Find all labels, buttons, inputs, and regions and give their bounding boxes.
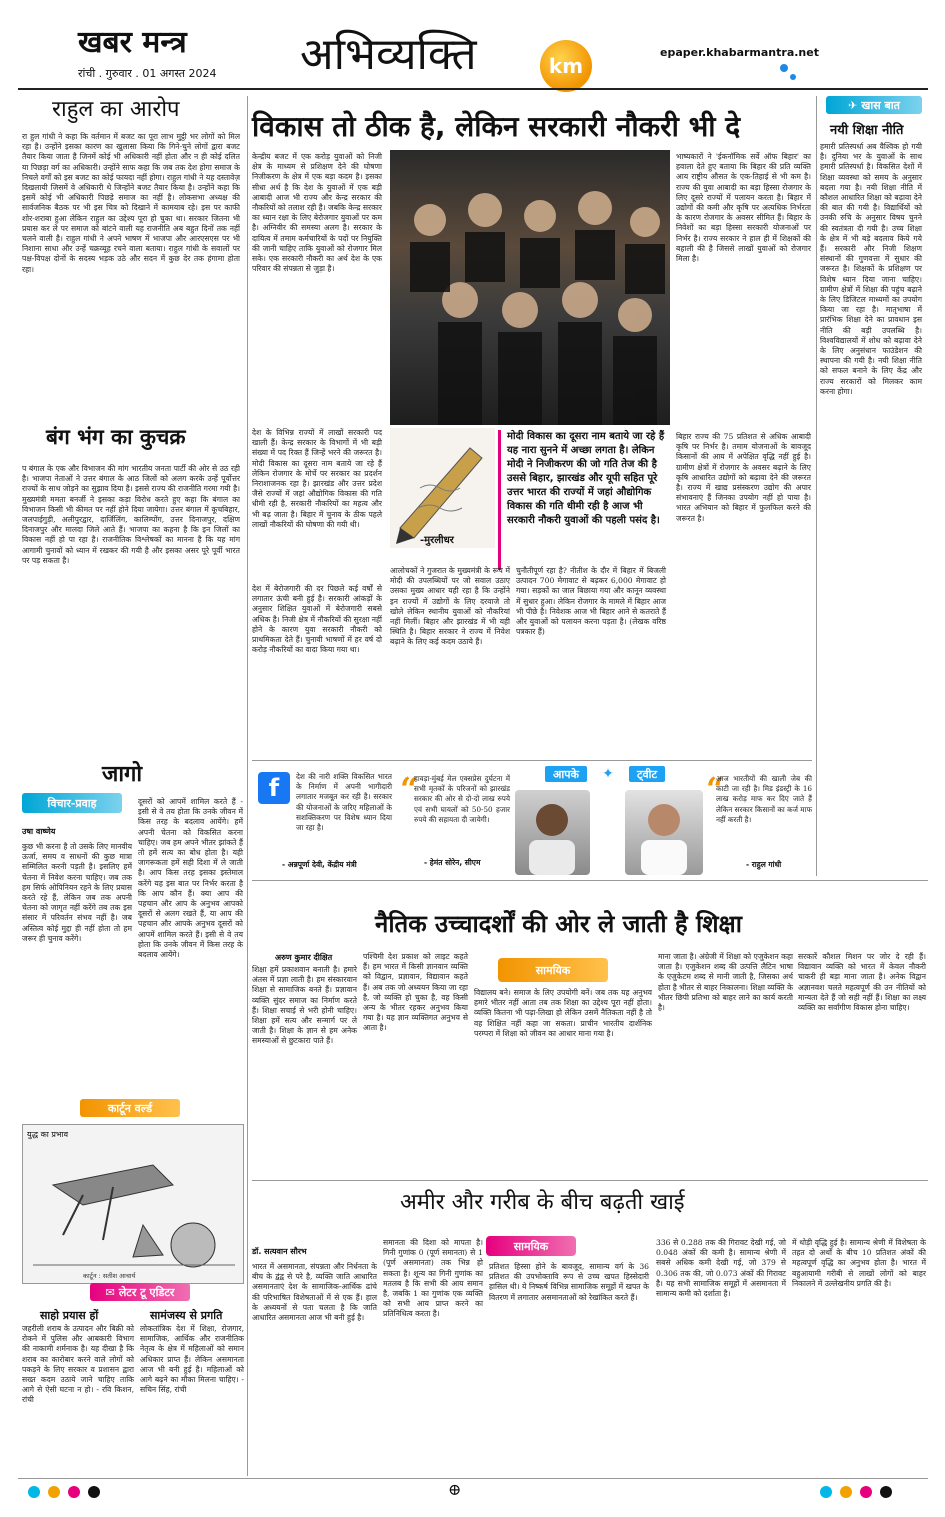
- samayik-tag-bottom: [486, 1236, 576, 1256]
- students-photo: [390, 150, 670, 425]
- article-rahul-body: रा हुल गांधी ने कहा कि वर्तमान में बजट का पूरा लाभ मुट्ठी भर लोगों को मिल रहा है। उन्होंने इसका कारण का खुलासा किया कि गिने-चुने लोगों द्वारा बजट तैयार किया जाता है जिनमें कोई भी अधिकारी नहीं होता और न ही कोई दलित या पिछड़ा वर्ग का अधिकारी। उन्होंने साफ कहा कि जब तक देश होगा समाज के निचले वर्गों को इस बजट का कोई फायदा नहीं होगा। राहुल गांधी ने यह दस्तावेज़ दिखलायी जिसमें वे अधिकारी थे जिन्होंने बजट तैयार किया है। उन्होंने कहा कि इसमें कोई भी अधिकारी पिछड़े समाज का नहीं है। लोकसभा अध्यक्ष की सार्वजनिक बैठक पर भी इस चित्र को दिखाने में कामयाब रहे। इस पर काफी शोर-शराबा हुआ लेकिन राहुल का उद्देश्य पूरा हो चुका था। सरकार जितना भी प्रयास कर ले पर समाज को बांटने वाली यह राजनीति अब बहुत दिनों तक नहीं चलने वाली है। राहुल गांधी ने अपने भाषण में भाजपा और आरएसएस पर भी निशाना साधा और उन्हें चक्रव्यूह रचने वाला बताया। राहुल गांधी के सवालों पर पक्ष-विपक्ष दोनों के सदस्य भड़क उठे और सदन में कुछ देर तक हंगामा होता रहा।: [22, 132, 243, 274]
- right-article-body: हमारी प्रतिस्पर्धा अब वैश्विक हो गयी है। दुनिया भर के युवाओं के साथ हमारी प्रतिस्पर्धा है। विकसित देशों में शिक्षा व्यवस्था को समय के अनुसार बदला गया है। नयी शिक्षा नीति में कौशल आधारित शिक्षा को बढ़ावा देने की बात की गयी है। विद्यार्थियों को उनकी रुचि के अनुसार विषय चुनने की स्वतंत्रता दी गयी है। उच्च शिक्षा के क्षेत्र में भी बड़े बदलाव किये गये हैं। सरकारी और निजी शिक्षण संस्थानों की गुणवत्ता में सुधार की जरूरत है। शिक्षकों के प्रशिक्षण पर विशेष ध्यान दिया जाना चाहिए। ग्रामीण क्षेत्रों में शिक्षा की पहुंच बढ़ाने के लिए डिजिटल माध्यमों का उपयोग किया जा रहा है। मातृभाषा में प्रारंभिक शिक्षा देने का प्रावधान इस नीति की बड़ी उपलब्धि है। विश्वविद्यालयों में शोध को बढ़ावा देने के लिए अनुसंधान फाउंडेशन की स्थापना की गयी है। नयी शिक्षा नीति को सफल बनाने के लिए केंद्र और राज्य सरकारों को मिलकर काम करना होगा।: [820, 142, 925, 396]
- bottom-divider-top: [252, 1180, 928, 1181]
- section-title: अभिव्यक्ति: [300, 29, 477, 80]
- cartoon-world-tag: [80, 1099, 180, 1117]
- article-vikas-body-g: बिहार राज्य की 75 प्रतिशत से अधिक आबादी कृषि पर निर्भर है। तमाम योजनाओं के बावजूद किसानों की आय में अपेक्षित वृद्धि नहीं हुई है। ग्रामीण क्षेत्रों में रोजगार के अवसर बढ़ाने के लिए कृषि आधारित उद्योगों को बढ़ावा देने की जरूरत है। राज्य में खाद्य प्रसंस्करण उद्योग की अपार संभावनाएं हैं जिनका उपयोग नहीं हो पाया है। भारत अभियान को बिहार में फुलफिल करने की जरूरत है।: [676, 432, 814, 523]
- quote-mark-icon-2: “: [706, 770, 725, 808]
- facebook-post: [252, 766, 395, 876]
- education-body-c: विद्यालय बने। समाज के लिए उपयोगी बनें। जब तक यह अनुभव हमारे भीतर नहीं आता तब तक शिक्षा का उद्देश्य पूरा नहीं होता। व्यक्ति कितना भी पढ़ा-लिखा हो लेकिन उसमें नैतिकता नहीं है तो वह शिक्षित नहीं कहा जा सकता। प्राचीन भारतीय दार्शनिक परम्परा में शिक्षा को जीवन का आधार माना गया है।: [474, 988, 655, 1038]
- left-column-divider: [247, 96, 248, 1476]
- education-body-b: पश्चिमी देश प्रकाश को लाइट कहते हैं। हम भारत में किसी ज्ञानवान व्यक्ति को विद्वान, प्रज्ञावान, विद्यावान कहते हैं। अब तक जो अध्ययन किया जा रहा है, जो व्यक्ति हो चुका है, वह किसी अन्य के भीतर रहकर अनुभव किया गया है। यह ज्ञान व्यक्तिगत अनुभव से आता है।: [363, 952, 471, 1033]
- footer-dot-cyan: [28, 1486, 40, 1498]
- headline-jago: जागो: [102, 761, 143, 787]
- footer-dots-left: [28, 1484, 228, 1500]
- newspaper-logo[interactable]: खबर मन्त्र: [78, 25, 187, 60]
- headline-bang: बंग भंग का कुचक्र: [46, 424, 186, 449]
- aapke-label: आपके: [545, 766, 587, 782]
- inequality-body-e: में थोड़ी वृद्धि हुई है। सामान्य श्रेणी में विशेषता के तहत दो अर्थों के बीच 10 प्रतिशत अंकों की महत्वपूर्ण वृद्धि का अनुभव होता है। भारत में बहुआयामी गरीबी से लाखों लोगों को बाहर निकालने में उल्लेखनीय प्रगति की है।: [792, 1238, 929, 1288]
- brand-badge-icon: [540, 40, 592, 92]
- person-icon-2: [625, 790, 703, 875]
- envelope-icon: ✉: [105, 1285, 115, 1299]
- cartoon-credit: कार्टून : सतीश आचार्य: [83, 1272, 136, 1280]
- letter-to-editor-tag: [90, 1283, 190, 1301]
- tweet-label: ट्वीट: [629, 766, 665, 782]
- education-body-a: शिक्षा हमें प्रकाशवान बनाती है। हमारे अंतस में प्रज्ञा लाती है। हम संस्कारवान शिक्षा से सामाजिक बनते हैं। प्रज्ञावान व्यक्ति सुंदर समाज का निर्माण करते हैं। शिक्षा सचाई से भरी होनी चाहिए। शिक्षा हमें सत्य और सन्मार्ग पर ले जाती है। शिक्षा के ज्ञान से हम अनेक समस्याओं से छुटकारा पाते हैं।: [252, 965, 360, 1046]
- article-vikas-body-a: केन्द्रीय बजट में एक करोड़ युवाओं को निजी क्षेत्र के माध्यम से प्रशिक्षण देने की घोषणा निजीकरण के क्षेत्र में एक बड़ा कदम है। इसका सीधा अर्थ है कि देश के युवाओं में एक बड़ी आबादी आज भी राज्य और केन्द्र सरकार की नौकरियों को तलाश रही है। जबकि केन्द्र सरकार का ध्यान रक्षा के लिए बेरोजगार युवाओं पर कम है। अग्निवीर की समस्या अलग है। सरकार के दायित्व में तमाम कर्मचारियों के पदों पर नियुक्ति की जानी चाहिए ताकि युवाओं को रोजगार मिल सके। एक सरकारी नौकरी का अर्थ देश के एक परिवार की संपन्नता से जुड़ा है।: [252, 152, 385, 274]
- headline-inequality: अमीर और गरीब के बीच बढ़ती खाई: [400, 1190, 685, 1215]
- samayik-tag-mid: [498, 958, 608, 982]
- article-vikas-body-b: देश के विभिन्न राज्यों में लाखों सरकारी पद खाली हैं। केन्द्र सरकार के विभागों में भी बड़ी संख्या में पद रिक्त हैं जिन्हें भरने की जरूरत है। मोदी विकास का दूसरा नाम बताये जा रहे हैं लेकिन रोजगार के मोर्चे पर सरकार का प्रदर्शन निराशाजनक रहा है। झारखंड और उत्तर प्रदेश जैसे राज्यों में जहां औद्योगिक विकास की गति धीमी रही है, सरकारी नौकरियों का महत्व और भी बढ़ जाता है। बिहार में चुनाव के ठीक पहले लाखों नौकरियों की घोषणा की गयी थी।: [252, 428, 385, 529]
- dateline: रांची . गुरुवार . 01 अगस्त 2024: [78, 67, 217, 80]
- footer-dot-cyan-2: [820, 1486, 832, 1498]
- headline-rahul: राहुल का आरोप: [52, 97, 180, 122]
- article-vikas-body-e: आलोचकों ने गुजरात के मुख्यमंत्री के रूप में मोदी की उपलब्धियों पर जो सवाल उठाए उसका मुख्य आधार यही रहा है कि उन्होंने इन राज्यों में उद्योगों के लिए दरवाजे तो खोले लेकिन स्थानीय युवाओं को नौकरियां नहीं मिलीं। बिहार और झारखंड में भी यही स्थिति है। बिहार सरकार ने राज्य में निवेश बढ़ाने के लिए कई कदम उठाये हैं।: [390, 566, 513, 647]
- pen-icon: [390, 428, 495, 548]
- article-vikas-body-d: देश में बेरोजगारी की दर पिछले कई वर्षों से लगातार ऊंची बनी हुई है। सरकारी आंकड़ों के अनुसार शिक्षित युवाओं में बेरोजगारी सबसे अधिक है। निजी क्षेत्र में नौकरियों की सुरक्षा नहीं होने के कारण युवा सरकारी नौकरी को प्राथमिकता देते हैं। चुनावी भाषणों में हर वर्ष दो करोड़ नौकरियों का वादा किया गया था।: [252, 584, 385, 655]
- tweet-divider-top: [252, 760, 812, 761]
- header-decor-icon-2: [790, 74, 796, 80]
- person-icon: [515, 790, 590, 875]
- masthead: [0, 0, 945, 90]
- samayik-label-mid: सामयिक: [535, 963, 571, 977]
- footer-dot-magenta-2: [860, 1486, 872, 1498]
- inequality-body-a: भारत में असमानता, संपन्नता और निर्धनता के बीच के द्वंद्व से परे है, व्यक्ति जाति आधारित असमानताएं देश के सामाजिक-आर्थिक ढांचे की परिभाषित विशेषताओं में से एक हैं। हाल के अध्ययनों से पता चलता है कि जाति आधारित असमानता आज भी बनी हुई है।: [252, 1262, 380, 1323]
- article-jago-body: कुछ भी करना है तो उसके लिए मानवीय ऊर्जा, समय व साधनों की कुछ मात्रा सम्मिलित करनी पड़ती है। इसलिए हमें चेतना में निवेश करना चाहिए। जब तक हम सिर्फ ओपिनियन रहने के लिए प्रयास करते रहे हैं, लेकिन जब तक अपनी चेतना को जागृत नहीं करेंगे तब तक इस संसार में परिवर्तन संभव नहीं है। जब अस्तित्व कोई मुद्दा ही नहीं होता तो हम जरूर ही चुनाव करेंगे।: [22, 842, 135, 943]
- headline-education: नैतिक उच्चादर्शों की ओर ले जाती है शिक्षा: [375, 910, 742, 938]
- rahul-text: आज भारतीयों की खाली जेब की काटी जा रही है। मिड इंडस्ट्री के 16 लाख करोड़ माफ कर दिए जाते हैं लेकिन सरकार किसानों का कर्ज माफ नहीं करती है।: [716, 774, 815, 824]
- footer-dot-black: [88, 1486, 100, 1498]
- quote-mark-icon: “: [400, 770, 419, 808]
- students-photo-icon: [390, 150, 670, 425]
- cartoon-image: [22, 1124, 244, 1284]
- hemant-avatar: [515, 790, 590, 875]
- rahul-avatar: [625, 790, 703, 875]
- pen-illustration: [390, 428, 495, 548]
- facebook-author: - अन्नपूर्णा देवी, केंद्रीय मंत्री: [282, 860, 357, 869]
- pull-quote-text: मोदी विकास का दूसरा नाम बताये जा रहे हैं यह नारा सुनने में अच्छा लगता है। लेकिन मोदी ने निजीकरण की जो गति तेज की है उससे बिहार, झारखंड और यूपी सहित पूरे उत्तर भारत की राज्यों में जहां औद्योगिक विकास की गति धीमी रही है आज भी सरकारी नौकरी युवाओं की पहली पसंद है।: [507, 431, 665, 526]
- inequality-author: डॉ. सत्यवान सौरभ: [252, 1247, 307, 1256]
- letter1-title: साहो प्रयास हों: [40, 1309, 99, 1322]
- header-decor-icon: [780, 64, 788, 72]
- footer-dots-right: [700, 1484, 920, 1500]
- footer-dot-magenta: [68, 1486, 80, 1498]
- facebook-text: देश की नारी शक्ति विकसित भारत के निर्माण में अपनी भागीदारी लगातार मजबूत कर रही है। सरकार की योजनाओं के जरिए महिलाओं के सशक्तिकरण पर विशेष ध्यान दिया जा रहा है।: [296, 772, 395, 833]
- education-body-d: माना जाता है। अंग्रेजी में शिक्षा को एजुकेशन कहा जाता है। एजुकेशन शब्द की उत्पत्ति लैटिन भाषा के एजुकेटम शब्द से मानी जाती है, जिसका अर्थ होता है भीतर से बाहर निकालना। शिक्षा व्यक्ति के भीतर छिपी प्रतिभा को बाहर लाने का कार्य करती है।: [658, 952, 796, 1013]
- right-headline: नयी शिक्षा नीति: [830, 123, 904, 138]
- article-jago-body-col2: दूसरों को आपमें शामिल करते हैं - इसी से वे तय होता कि उनके जीवन में किस तरह के बदलाव आयेंगे। हमें अपनी चेतना को विकसित करना चाहिए। जब हम अपने भीतर झांकते हैं तो हमें सत्य का बोध होता है। यही जागरूकता हमें सही दिशा में ले जाती है। आप किस तरह इसका इस्तेमाल करेंगे यह इस बात पर निर्भर करता है कि आप कौन हैं। क्या आप की पहचान और आप के अनुभव आपको दूसरों से अलग रखते हैं, या आप की पहचान और आपके अनुभव दूसरों को आपमें शामिल करते हैं। इसी से वे तय होता कि उनके जीवन में किस तरह के बदलाव आयेंगे।: [138, 797, 246, 960]
- inequality-body-b: समानता की दिशा को मापता है। गिनी गुणांक 0 (पूर्ण समानता) से 1 (पूर्ण असमानता) तक भिन्न हो सकता है। शून्य का गिनी गुणांक का मतलब है कि सभी की आय समान है, जबकि 1 का गुणांक एक व्यक्ति को सभी आय प्राप्त करने का प्रतिनिधित्व करता है।: [383, 1238, 486, 1319]
- masthead-divider: [18, 88, 928, 90]
- footer-dot-yellow: [48, 1486, 60, 1498]
- pen-caption: -मुरलीधर: [420, 535, 454, 546]
- cartoon-world-label: कार्टून वर्ल्ड: [107, 1101, 153, 1115]
- headline-vikas: विकास तो ठीक है, लेकिन सरकारी नौकरी भी दे: [252, 110, 741, 143]
- article-vikas-body-f: चुनौतीपूर्ण रहा है? नीतीश के दौर में बिहार में बिजली उत्पादन 700 मेगावाट से बढ़कर 6,000 मेगावाट हो गया। सड़कों का जाल बिछाया गया और कानून व्यवस्था में सुधार हुआ। लेकिन रोजगार के मामले में बिहार आज भी पीछे है। निवेशक आज भी बिहार आने से कतराते हैं और युवाओं को पलायन करना पड़ता है। (लेखक वरिष्ठ पत्रकार हैं): [516, 566, 669, 637]
- twitter-bird-icon: ✦: [602, 766, 614, 782]
- vichar-pravah-label: विचार-प्रवाह: [47, 796, 97, 810]
- letter-to-editor-label: लेटर टू एडिटर: [118, 1285, 175, 1299]
- jago-author: उषा वाष्णेय: [22, 827, 56, 836]
- cartoon-caption: युद्ध का प्रभाव: [27, 1130, 69, 1139]
- aapke-tweet-header: [545, 766, 665, 782]
- pull-quote-box: [498, 430, 670, 570]
- footer-dot-black-2: [880, 1486, 892, 1498]
- letter2-title: सामंजस्य से प्रगति: [150, 1309, 223, 1322]
- rahul-tweet: [706, 770, 815, 874]
- brand-badge-text: km: [548, 54, 584, 78]
- khas-baat-tag: [826, 96, 922, 114]
- education-author: अरुण कुमार दीक्षित: [275, 953, 333, 962]
- footer-dot-yellow-2: [840, 1486, 852, 1498]
- hemant-author: - हेमंत सोरेन, सीएम: [424, 858, 481, 867]
- website-url[interactable]: epaper.khabarmantra.net: [660, 46, 819, 59]
- inequality-body-d: 336 से 0.288 तक की गिरावट देखी गई, जो 0.048 अंकों की कमी है। सामान्य श्रेणी में सबसे अधिक कमी देखी गई, जो 379 से 0.306 तक की, जो 0.073 अंकों की गिरावट है। यह सभी सामाजिक समूहों में असमानता में सामान्य कमी को दर्शाता है।: [656, 1238, 789, 1299]
- hemant-tweet: [400, 770, 513, 870]
- inequality-body-c: प्रतिशत हिस्सा होने के बावजूद, सामान्य वर्ग के 36 प्रतिशत की उपभोक्तावि रूप से उच्च खपत हिस्सेदारी हासिल थी। ये निष्कर्ष विभिन्न सामाजिक समूहों में खपत के वितरण में लगातार असमानताओं को रेखांकित करते हैं।: [489, 1262, 652, 1302]
- education-body-e: सरकारें कौशल मिशन पर जोर दे रही हैं। विद्यावान व्यक्ति को भारत में केवल नौकरी चाकरी ही बड़ा माना जाता है। अनेक विद्वान अज्ञानवश चलते महत्वपूर्ण की उन नीतियों को मान्यता देते हैं जो सही नहीं हैं। शिक्षा का लक्ष्य व्यक्ति का सर्वांगीण विकास होना चाहिए।: [798, 952, 929, 1013]
- right-column-divider: [816, 96, 817, 876]
- footer-registration-icon: ⊕: [448, 1480, 462, 1499]
- footer-divider: [18, 1478, 928, 1479]
- airplane-icon: ✈: [848, 98, 858, 112]
- cartoon-drawing-icon: [23, 1125, 245, 1285]
- letter1-body: जहरीली शराब के उत्पादन और बिक्री को रोकने में पुलिस और आबकारी विभाग की नाकामी शर्मनाक है। यह दीखा है कि शराब का कारोबार करने वाले लोगों को पकड़ने के लिए सरकार व प्रशासन द्वारा सख्त कदम उठाये जाने चाहिए ताकि आगे से ऐसी घटना न हो। - रवि किशन, रांची: [22, 1324, 137, 1405]
- facebook-icon: f: [258, 772, 290, 804]
- hemant-text: हावड़ा-मुंबई मेल एक्सप्रेस दुर्घटना में सभी मृतकों के परिजनों को झारखंड सरकार की ओर से दो-दो लाख रुपये एवं सभी घायलों को 50-50 हजार रुपये की सहायता दी जायेगी।: [414, 774, 513, 824]
- article-vikas-body-c: भाष्यकारों ने 'ईकनॉमिक सर्वे ऑफ बिहार' का हवाला देते हुए बताया कि बिहार की प्रति व्यक्ति आय राष्ट्रीय औसत के एक-तिहाई से भी कम है। राज्य की युवा आबादी का बड़ा हिस्सा रोजगार के लिए दूसरे राज्यों में पलायन करता है। बिहार में उद्योगों की कमी और कृषि पर अत्यधिक निर्भरता के कारण रोजगार के अवसर सीमित हैं। बिहार के निवेशों का बड़ा हिस्सा सरकारी योजनाओं पर निर्भर है। राज्य सरकार ने हाल ही में शिक्षकों की बहाली की है जिससे लाखों युवाओं को रोजगार मिला है।: [676, 152, 814, 264]
- letter2-body: लोकतांत्रिक देश में शिक्षा, रोजगार, सामाजिक, आर्थिक और राजनीतिक नेतृत्व के क्षेत्र में महिलाओं को समान अधिकार प्राप्त हैं। लेकिन असमानता आज भी बनी हुई है। महिलाओं को आगे बढ़ने का मौका मिलना चाहिए। - सचिन सिंह, रांची: [140, 1324, 247, 1395]
- article-bang-body: प बंगाल के एक और विभाजन की मांग भारतीय जनता पार्टी की ओर से उठ रही है। भाजपा नेताओं ने उत्तर बंगाल के आठ जिलों को अलग करके उन्हें पूर्वोत्तर राज्यों के साथ जोड़ने का सुझाव दिया है। इससे राज्य की राजनीति गरमा गयी है। मुख्यमंत्री ममता बनर्जी ने इसका कड़ा विरोध करते हुए कहा कि बंगाल का विभाजन किसी भी कीमत पर नहीं होने दिया जायेगा। उत्तर बंगाल में कूचबिहार, जलपाईगुड़ी, अलीपुरद्वार, दार्जिलिंग, कालिम्पोंग, उत्तर दिनाजपुर, दक्षिण दिनाजपुर और मालदा जिले आते हैं। भाजपा का कहना है कि इन जिलों का विकास नहीं हो पा रहा है। राजनीतिक विश्लेषकों का मानना है कि यह मांग आगामी चुनावों को ध्यान में रखकर की गयी है और इसका असर पूरे पूर्वी भारत पर पड़ सकता है।: [22, 464, 243, 565]
- middle-divider-top: [252, 880, 928, 881]
- samayik-label-bottom: सामयिक: [513, 1239, 549, 1253]
- vichar-pravah-tag: [22, 793, 122, 813]
- khas-baat-label: खास बात: [861, 98, 900, 112]
- rahul-author: - राहुल गांधी: [746, 860, 782, 869]
